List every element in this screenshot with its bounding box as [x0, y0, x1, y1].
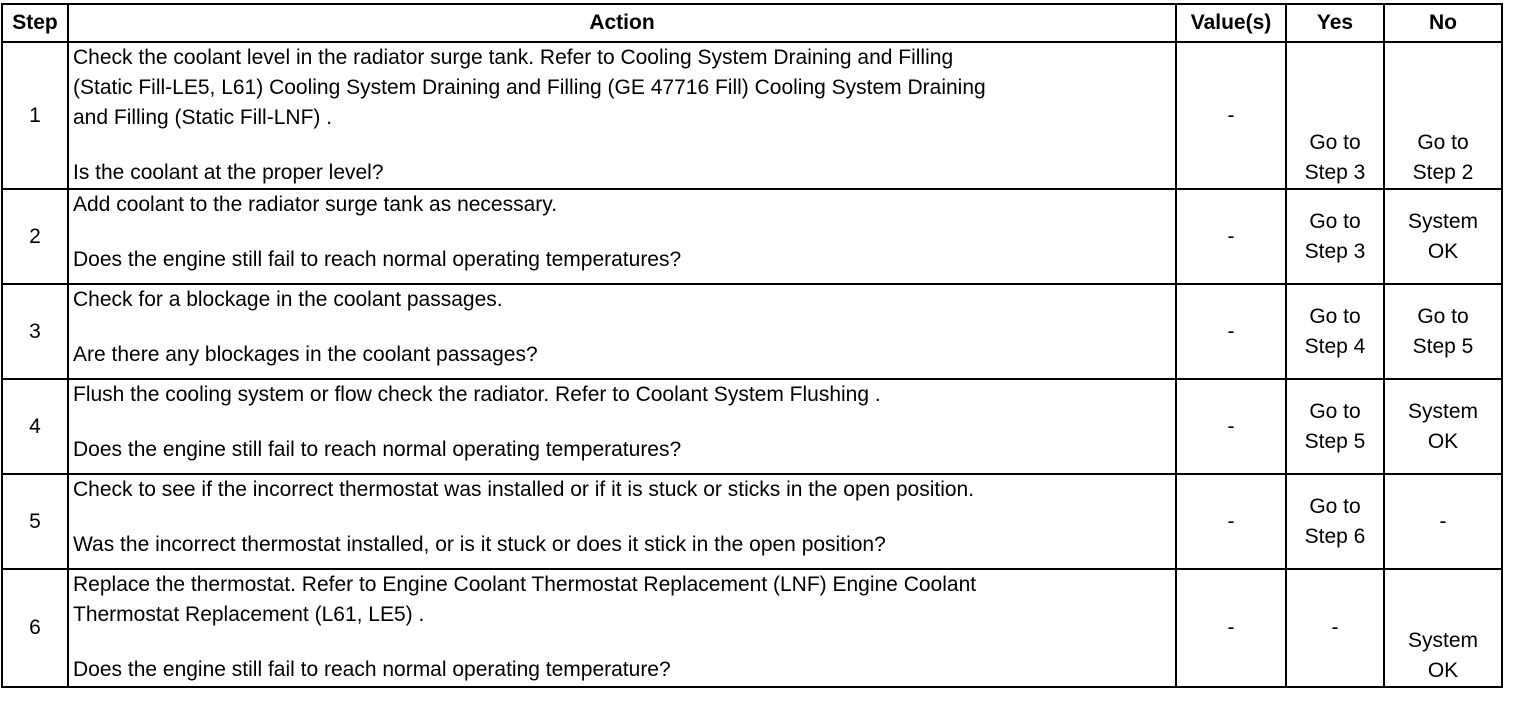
- action-text: and Filling (Static Fill-LNF) .: [73, 106, 333, 129]
- no-text: -: [1439, 509, 1447, 533]
- action-text: (Static Fill-LE5, L61) Cooling System Draining and Filling (GE 47716 Fill) Cooling System Draining: [73, 76, 986, 99]
- header-row: [2, 4, 1502, 42]
- action-question: Does the engine still fail to reach normal operating temperatures?: [73, 248, 682, 271]
- table-row: [2, 42, 1502, 189]
- step-number: 6: [2, 569, 68, 687]
- table-row: [2, 379, 1502, 474]
- no-cell: [1384, 42, 1502, 189]
- value-cell: -: [1176, 569, 1286, 687]
- action-question: Are there any blockages in the coolant passages?: [73, 343, 538, 366]
- no-text: System: [1407, 629, 1478, 652]
- yes-text: Step 4: [1304, 334, 1366, 358]
- header-no: No: [1384, 4, 1502, 42]
- action-question: Does the engine still fail to reach normal operating temperature?: [73, 658, 671, 681]
- action-cell: [68, 42, 1176, 189]
- yes-text: Step 6: [1304, 524, 1366, 548]
- no-text: OK: [1427, 429, 1459, 453]
- yes-text: Go to: [1309, 399, 1361, 423]
- yes-cell: [1286, 379, 1384, 474]
- action-cell: [68, 569, 1176, 687]
- no-text: Step 2: [1412, 161, 1474, 184]
- yes-text: Step 3: [1304, 239, 1366, 263]
- step-number: 5: [2, 474, 68, 569]
- step-number: 2: [2, 189, 68, 284]
- header-action: Action: [68, 4, 1176, 42]
- action-question: Does the engine still fail to reach normal operating temperatures?: [73, 438, 682, 461]
- header-step: Step: [2, 4, 68, 42]
- action-question: Was the incorrect thermostat installed, or is it stuck or does it stick in the open position?: [73, 533, 886, 556]
- yes-cell: [1286, 284, 1384, 379]
- no-text: System: [1407, 399, 1478, 423]
- action-text: Thermostat Replacement (L61, LE5) .: [73, 603, 425, 626]
- yes-cell: [1286, 189, 1384, 284]
- action-text: Flush the cooling system or flow check the radiator. Refer to Coolant System Flushing .: [73, 383, 881, 406]
- action-cell: [68, 474, 1176, 569]
- action-text: Replace the thermostat. Refer to Engine Coolant Thermostat Replacement (LNF) Engine Coolant: [73, 573, 977, 596]
- table-row: [2, 569, 1502, 687]
- yes-text: Step 3: [1304, 161, 1366, 184]
- value-cell: -: [1176, 42, 1286, 189]
- no-text: Go to: [1417, 131, 1469, 154]
- yes-cell: [1286, 42, 1384, 189]
- table-row: [2, 474, 1502, 569]
- no-text: System: [1407, 209, 1478, 233]
- step-number: 4: [2, 379, 68, 474]
- table-row: [2, 284, 1502, 379]
- no-text: OK: [1427, 239, 1459, 263]
- action-text: Check the coolant level in the radiator surge tank. Refer to Cooling System Draining and Filling: [73, 46, 954, 69]
- no-cell: [1384, 379, 1502, 474]
- yes-text: Go to: [1309, 494, 1361, 518]
- no-cell: [1384, 189, 1502, 284]
- table-row: [2, 189, 1502, 284]
- yes-text: Go to: [1309, 209, 1361, 233]
- value-cell: -: [1176, 474, 1286, 569]
- step-number: 3: [2, 284, 68, 379]
- no-cell: [1384, 569, 1502, 687]
- header-values: Value(s): [1176, 4, 1286, 42]
- no-cell: [1384, 284, 1502, 379]
- action-text: Check for a blockage in the coolant passages.: [73, 288, 503, 311]
- action-cell: [68, 189, 1176, 284]
- action-text: Add coolant to the radiator surge tank as necessary.: [73, 193, 558, 216]
- yes-text: Go to: [1309, 304, 1361, 328]
- action-question: Is the coolant at the proper level?: [73, 161, 384, 184]
- action-cell: [68, 379, 1176, 474]
- header-yes: Yes: [1286, 4, 1384, 42]
- yes-text: Go to: [1309, 131, 1361, 154]
- step-number: 1: [2, 42, 68, 189]
- action-text: Check to see if the incorrect thermostat was installed or if it is stuck or sticks in the open position.: [73, 478, 975, 501]
- yes-cell: [1286, 569, 1384, 687]
- no-text: Go to: [1417, 304, 1469, 328]
- no-text: Step 5: [1412, 334, 1474, 358]
- no-cell: [1384, 474, 1502, 569]
- value-cell: -: [1176, 189, 1286, 284]
- value-cell: -: [1176, 379, 1286, 474]
- diagnostic-table: [1, 3, 1503, 688]
- no-text: OK: [1427, 659, 1459, 682]
- value-cell: -: [1176, 284, 1286, 379]
- yes-text: -: [1331, 616, 1339, 639]
- action-cell: [68, 284, 1176, 379]
- yes-text: Step 5: [1304, 429, 1366, 453]
- yes-cell: [1286, 474, 1384, 569]
